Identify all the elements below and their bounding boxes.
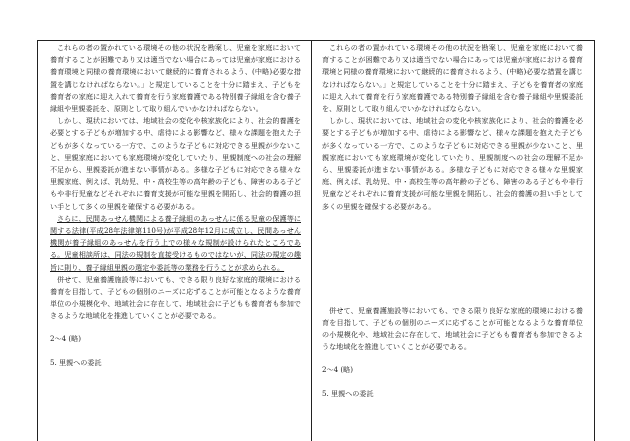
right-blank-space <box>322 213 583 305</box>
left-paragraph-1: これらの者の置かれている環境その他の状況を勘案し、児童を家庭において養育することが困難であり又は適当でない場合にあっては児童が家庭における養育環境と同様の養育環境において継続的に養育されるよう、(中略)必要な措置を講じなければならない。」と規定していることを十分に踏まえ、子どもを養育者の家庭に迎え入れて養育を行う家庭養護である特別養子縁組を含む養子縁組や里親委託を、原則として取り組んでいかなければならない。 <box>50 43 301 114</box>
right-omitted-note: 2～4 (略) <box>322 364 354 374</box>
left-paragraph-3-underlined: さらに、民間あっせん機関による養子縁組のあっせんに係る児童の保護等に関する法律(平成28年法律第110号)が平成28年12月に成立し、民間あっせん機関が養子縁組のあっせんを行う上での様々な規制が設けられたところである。児童相談所は、同法の規制を直接受けるものではないが、同法の規定の趣旨に則り、養子縁組里親の選定や委託等の業務を行うことが求められる。 <box>50 213 301 272</box>
left-section-heading: 5. 里親への委託 <box>50 357 102 367</box>
right-paragraph-1: これらの者の置かれている環境その他の状況を勘案し、児童を家庭において養育することが困難であり又は適当でない場合にあっては児童が家庭における養育環境と同様の養育環境において継続的に養育されるよう、(中略)必要な措置を講じなければならない。」と規定していることを十分に踏まえ、子どもを養育者の家庭に迎え入れて養育を行う家庭養護である特別養子縁組を含む養子縁組や里親委託を、原則として取り組んでいかなければならない。 <box>322 43 583 114</box>
left-column <box>38 41 311 369</box>
left-paragraph-2: しかし、現状においては、地域社会の変化や核家族化により、社会的養護を必要とする子どもが増加する中、虐待による影響など、様々な課題を抱えた子どもが多くなっている一方で、このような子どもに対応できる里親が少ないこと、里親家庭においても家庭環境が変化していたり、里親制度への社会の理解不足から、里親委託が進まない事情がある。多様な子どもに対応できる様々な里親家庭、例えば、乳幼児、中・高校生等の高年齢の子ども、障害のある子どもや非行児童などそれぞれに養育支援が可能な里親を開拓し、社会的養護の担い手として多くの里親を確保する必要がある。 <box>50 116 301 211</box>
left-paragraph-4: 併せて、児童養護施設等においても、できる限り良好な家庭的環境における養育を目指して、子どもの個別のニーズに応ずることが可能となるような養育単位の小規模化や、地域社会に存在して、地域社会に子どもも養育者も参加できるような地域化を推進していくことが必要である。 <box>50 274 301 321</box>
left-omitted-note: 2～4 (略) <box>50 333 82 343</box>
right-column <box>312 41 595 400</box>
right-section-heading: 5. 里親への委託 <box>322 388 374 398</box>
comparison-table <box>37 40 595 441</box>
right-paragraph-4: 併せて、児童養護施設等においても、できる限り良好な家庭的環境における養育を目指して、子どもの個別のニーズに応ずることが可能となるような養育単位の小規模化や、地域社会に存在して、地域社会に子どもも養育者も参加できるような地域化を推進していくことが必要である。 <box>322 305 583 352</box>
right-paragraph-2: しかし、現状においては、地域社会の変化や核家族化により、社会的養護を必要とする子どもが増加する中、虐待による影響など、様々な課題を抱えた子どもが多くなっている一方で、このような子どもに対応できる里親が少ないこと、里親家庭においても家庭環境が変化していたり、里親制度への社会の理解不足から、里親委託が進まない事情がある。多様な子どもに対応できる様々な里親家庭、例えば、乳幼児、中・高校生等の高年齢の子ども、障害のある子どもや非行児童などそれぞれに養育支援が可能な里親を開拓し、社会的養護の担い手として多くの里親を確保する必要がある。 <box>322 116 583 211</box>
